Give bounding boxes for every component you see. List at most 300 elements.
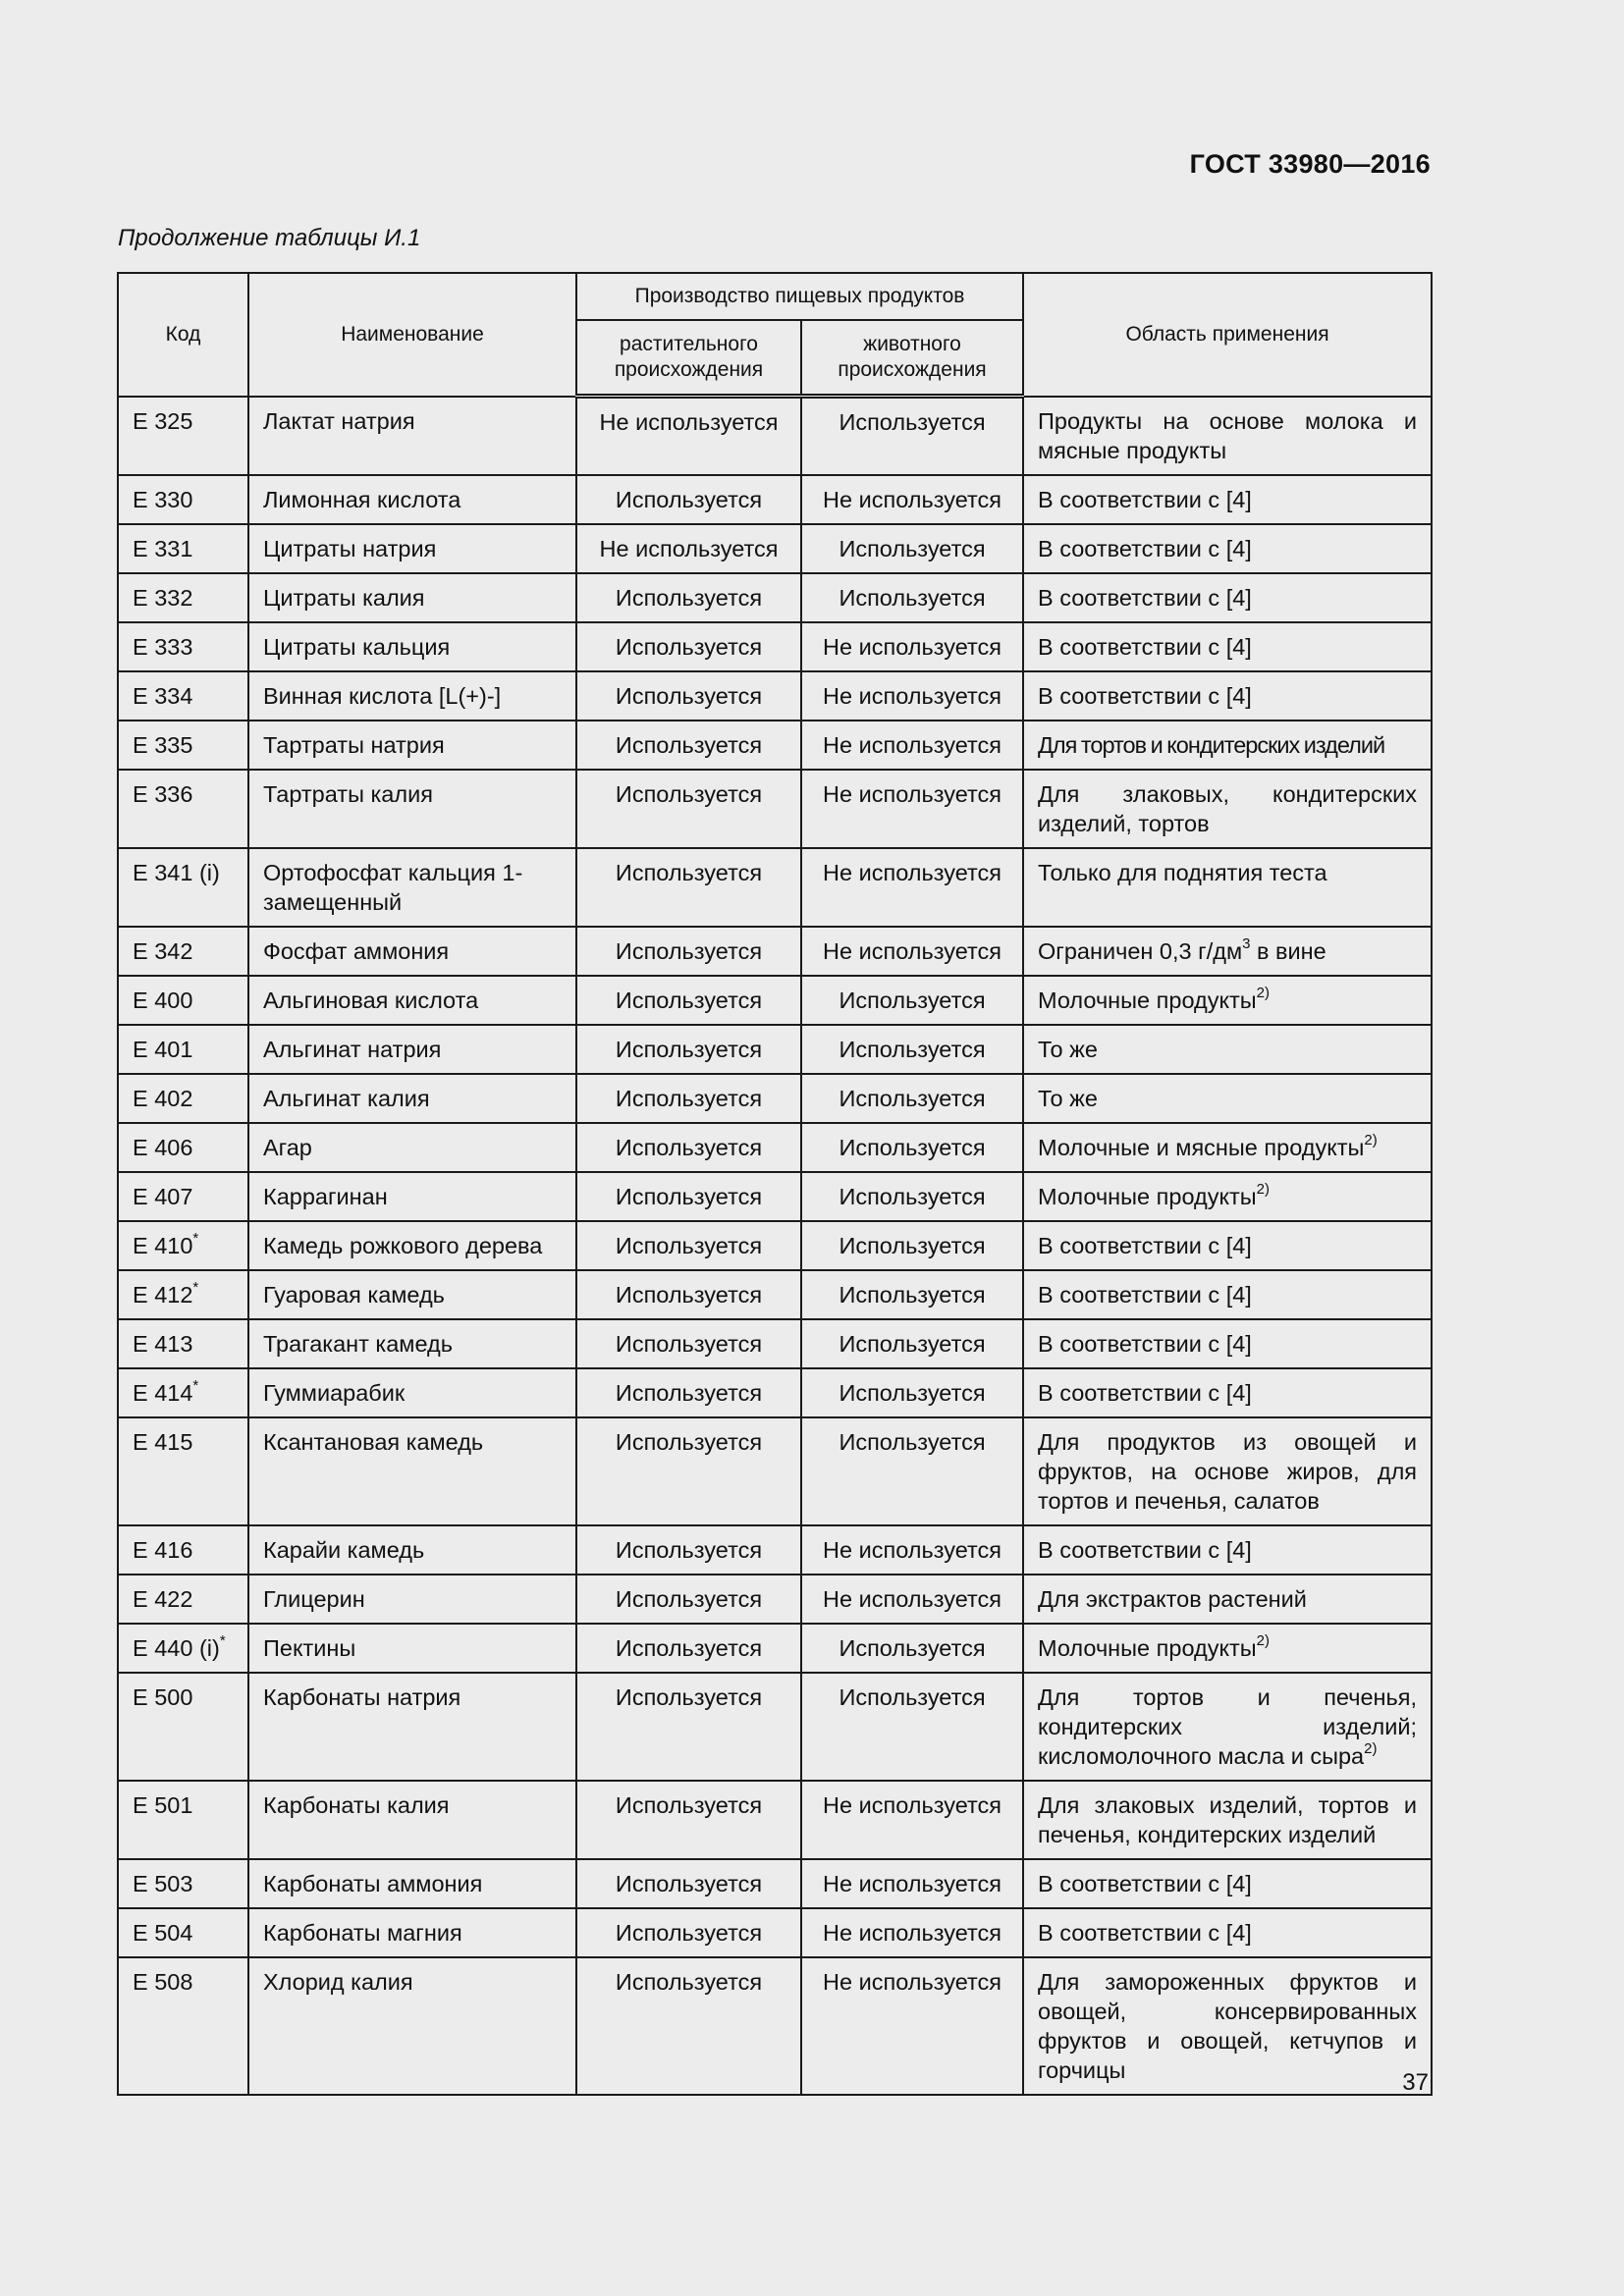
cell-area — [1023, 397, 1432, 475]
cell-name — [248, 1172, 576, 1221]
cell-area-tail: в вине — [1250, 937, 1326, 964]
cell-area-text: Ограничен 0,3 г/дм — [1038, 937, 1243, 964]
cell-animal-text: Используется — [839, 1428, 986, 1455]
cell-code-text: Е 402 — [133, 1085, 193, 1111]
cell-code — [118, 1908, 248, 1957]
cell-code — [118, 671, 248, 721]
cell-vegetable-text: Используется — [615, 1919, 763, 1946]
cell-vegetable-text: Используется — [615, 1870, 763, 1896]
cell-vegetable-text: Используется — [615, 1281, 763, 1308]
cell-name — [248, 1270, 576, 1319]
cell-area-text: В соответствии с [4] — [1038, 1870, 1252, 1896]
cell-code — [118, 397, 248, 475]
cell-name-text: Тартраты натрия — [263, 731, 445, 758]
cell-name — [248, 573, 576, 622]
cell-code — [118, 475, 248, 524]
cell-code-text: Е 342 — [133, 937, 193, 964]
cell-animal — [801, 1025, 1023, 1074]
cell-vegetable — [576, 976, 801, 1025]
cell-animal-text: Не используется — [823, 1536, 1001, 1563]
table-row — [118, 622, 1432, 671]
cell-name-text: Альгиновая кислота — [263, 987, 479, 1013]
cell-area-text: Продукты на основе молока и мясные продукты — [1038, 407, 1418, 463]
cell-animal — [801, 1859, 1023, 1908]
table-row — [118, 927, 1432, 976]
cell-code — [118, 1025, 248, 1074]
cell-code — [118, 1221, 248, 1270]
cell-code — [118, 1074, 248, 1123]
cell-name — [248, 397, 576, 475]
cell-name-text: Цитраты калия — [263, 584, 425, 611]
table-row — [118, 397, 1432, 475]
cell-name — [248, 721, 576, 770]
cell-name — [248, 1859, 576, 1908]
cell-vegetable — [576, 573, 801, 622]
cell-name-text: Тартраты калия — [263, 780, 433, 807]
cell-vegetable-text: Используется — [615, 1683, 763, 1710]
table-row — [118, 1417, 1432, 1525]
cell-name — [248, 1123, 576, 1172]
cell-vegetable-text: Используется — [615, 1634, 763, 1661]
cell-name — [248, 927, 576, 976]
cell-area — [1023, 1270, 1432, 1319]
cell-animal — [801, 1074, 1023, 1123]
cell-vegetable-text: Используется — [615, 1183, 763, 1209]
cell-code — [118, 1123, 248, 1172]
cell-code — [118, 1624, 248, 1673]
cell-area — [1023, 1525, 1432, 1575]
table-row — [118, 1270, 1432, 1319]
cell-area — [1023, 1368, 1432, 1417]
cell-code — [118, 1368, 248, 1417]
cell-animal-text: Используется — [839, 1281, 986, 1308]
cell-area-text: То же — [1038, 1036, 1098, 1062]
cell-vegetable-text: Используется — [615, 1791, 763, 1818]
cell-code-text: Е 501 — [133, 1791, 193, 1818]
cell-name-text: Хлорид калия — [263, 1968, 413, 1995]
cell-vegetable — [576, 1624, 801, 1673]
table-row — [118, 524, 1432, 573]
cell-code-text: Е 422 — [133, 1585, 193, 1612]
cell-area-text: То же — [1038, 1085, 1098, 1111]
header-code: Код — [118, 273, 248, 397]
cell-area — [1023, 671, 1432, 721]
cell-animal — [801, 622, 1023, 671]
cell-animal-text: Используется — [839, 1134, 986, 1160]
cell-name — [248, 1525, 576, 1575]
cell-name-text: Трагакант камедь — [263, 1330, 453, 1357]
cell-animal-text: Не используется — [823, 1791, 1001, 1818]
cell-vegetable-text: Используется — [615, 1134, 763, 1160]
cell-vegetable-text: Не используется — [599, 409, 779, 435]
header-name: Наименование — [248, 273, 576, 397]
header-animal: животного происхождения — [801, 320, 1023, 397]
cell-area-text: Молочные продукты — [1038, 1183, 1257, 1209]
cell-vegetable-text: Используется — [615, 633, 763, 660]
cell-name-text: Фосфат аммония — [263, 937, 450, 964]
cell-animal — [801, 1319, 1023, 1368]
cell-vegetable-text: Используется — [615, 1968, 763, 1995]
cell-animal — [801, 671, 1023, 721]
page-number: 37 — [1402, 2069, 1429, 2096]
cell-name-text: Карбонаты аммония — [263, 1870, 483, 1896]
cell-code-superscript: * — [192, 1229, 199, 1247]
cell-vegetable-text: Используется — [615, 1232, 763, 1258]
cell-area-text: Для злаковых, кондитерских изделий, тортов — [1038, 780, 1418, 836]
cell-area-text: Только для поднятия теста — [1038, 859, 1327, 885]
cell-vegetable-text: Используется — [615, 486, 763, 512]
cell-name-text: Карбонаты калия — [263, 1791, 450, 1818]
cell-name-text: Альгинат калия — [263, 1085, 430, 1111]
cell-vegetable-text: Используется — [615, 1085, 763, 1111]
document-id: ГОСТ 33980—2016 — [1189, 149, 1431, 179]
cell-vegetable-text: Используется — [615, 1536, 763, 1563]
cell-code-text: Е 335 — [133, 731, 193, 758]
cell-area-text: В соответствии с [4] — [1038, 584, 1252, 611]
cell-code — [118, 1417, 248, 1525]
table-caption: Продолжение таблицы И.1 — [118, 225, 421, 251]
cell-vegetable — [576, 1908, 801, 1957]
cell-vegetable — [576, 1859, 801, 1908]
cell-animal-text: Используется — [839, 584, 986, 611]
cell-vegetable — [576, 848, 801, 927]
cell-area-text: В соответствии с [4] — [1038, 633, 1252, 660]
cell-vegetable-text: Используется — [615, 1330, 763, 1357]
cell-area-text: В соответствии с [4] — [1038, 682, 1252, 709]
cell-name — [248, 976, 576, 1025]
cell-code-text: Е 504 — [133, 1919, 193, 1946]
additives-table — [117, 272, 1433, 2096]
cell-animal — [801, 1525, 1023, 1575]
cell-animal — [801, 1270, 1023, 1319]
cell-animal-text: Не используется — [823, 780, 1001, 807]
cell-area-text: В соответствии с [4] — [1038, 1330, 1252, 1357]
cell-vegetable — [576, 1270, 801, 1319]
cell-area-text: Для тортов и кондитерских изделий — [1038, 731, 1385, 758]
cell-vegetable-text: Используется — [615, 937, 763, 964]
cell-animal — [801, 397, 1023, 475]
cell-animal-text: Используется — [839, 1036, 986, 1062]
cell-animal-text: Используется — [839, 535, 986, 561]
cell-name — [248, 1221, 576, 1270]
table-row — [118, 848, 1432, 927]
cell-name — [248, 1908, 576, 1957]
cell-vegetable-text: Не используется — [599, 535, 779, 561]
cell-area-text: В соответствии с [4] — [1038, 486, 1252, 512]
cell-name-text: Камедь рожкового дерева — [263, 1232, 543, 1258]
cell-vegetable — [576, 1673, 801, 1781]
cell-area — [1023, 1575, 1432, 1624]
cell-code — [118, 1525, 248, 1575]
cell-animal-text: Используется — [839, 1330, 986, 1357]
cell-code — [118, 1673, 248, 1781]
cell-animal — [801, 1781, 1023, 1859]
cell-code — [118, 573, 248, 622]
cell-area — [1023, 475, 1432, 524]
cell-area — [1023, 721, 1432, 770]
cell-animal — [801, 976, 1023, 1025]
cell-name — [248, 671, 576, 721]
cell-code — [118, 1575, 248, 1624]
cell-area — [1023, 770, 1432, 848]
cell-animal — [801, 1123, 1023, 1172]
cell-name-text: Лимонная кислота — [263, 486, 461, 512]
cell-animal-text: Не используется — [823, 859, 1001, 885]
cell-area-superscript: 2) — [1364, 1131, 1378, 1148]
cell-area-text: Для замороженных фруктов и овощей, консервированных фруктов и овощей, кетчупов и горчицы — [1038, 1968, 1418, 2083]
cell-name-text: Агар — [263, 1134, 312, 1160]
cell-area-text: Молочные и мясные продукты — [1038, 1134, 1365, 1160]
cell-code-text: Е 406 — [133, 1134, 193, 1160]
cell-animal — [801, 1575, 1023, 1624]
cell-area — [1023, 1859, 1432, 1908]
cell-vegetable — [576, 721, 801, 770]
cell-animal-text: Не используется — [823, 1585, 1001, 1612]
cell-area-text: В соответствии с [4] — [1038, 1232, 1252, 1258]
cell-vegetable-text: Используется — [615, 1036, 763, 1062]
cell-animal-text: Используется — [839, 1634, 986, 1661]
cell-name-text: Гуаровая камедь — [263, 1281, 445, 1308]
cell-area — [1023, 1908, 1432, 1957]
cell-vegetable — [576, 1172, 801, 1221]
cell-code — [118, 1781, 248, 1859]
table-row — [118, 671, 1432, 721]
cell-name-text: Альгинат натрия — [263, 1036, 442, 1062]
cell-name — [248, 848, 576, 927]
cell-vegetable — [576, 1074, 801, 1123]
cell-code — [118, 524, 248, 573]
cell-code-text: Е 503 — [133, 1870, 193, 1896]
cell-animal-text: Не используется — [823, 633, 1001, 660]
cell-animal — [801, 1908, 1023, 1957]
cell-code-text: Е 331 — [133, 535, 193, 561]
cell-animal — [801, 1624, 1023, 1673]
cell-area — [1023, 1074, 1432, 1123]
cell-code-text: Е 325 — [133, 407, 193, 434]
table-row — [118, 1221, 1432, 1270]
cell-name — [248, 1575, 576, 1624]
table-row — [118, 475, 1432, 524]
cell-name — [248, 1673, 576, 1781]
cell-animal-text: Не используется — [823, 682, 1001, 709]
cell-name — [248, 622, 576, 671]
cell-code-text: Е 336 — [133, 780, 193, 807]
cell-vegetable-text: Используется — [615, 584, 763, 611]
cell-area — [1023, 1025, 1432, 1074]
cell-animal — [801, 524, 1023, 573]
cell-code-text: Е 341 (i) — [133, 859, 220, 885]
cell-animal-text: Не используется — [823, 486, 1001, 512]
table-row — [118, 1368, 1432, 1417]
header-vegetable: растительного происхождения — [576, 320, 801, 397]
cell-name-text: Цитраты натрия — [263, 535, 437, 561]
cell-name — [248, 1319, 576, 1368]
cell-name — [248, 1074, 576, 1123]
cell-name-text: Лактат натрия — [263, 407, 415, 434]
cell-area-text: Молочные продукты — [1038, 1634, 1257, 1661]
cell-code-text: Е 440 (i) — [133, 1634, 220, 1661]
cell-name-text: Карбонаты магния — [263, 1919, 462, 1946]
cell-vegetable-text: Используется — [615, 1379, 763, 1406]
cell-vegetable-text: Используется — [615, 859, 763, 885]
cell-area — [1023, 1319, 1432, 1368]
cell-animal-text: Не используется — [823, 731, 1001, 758]
cell-animal — [801, 1221, 1023, 1270]
cell-area-text: Молочные продукты — [1038, 987, 1257, 1013]
cell-animal-text: Используется — [839, 1379, 986, 1406]
cell-vegetable — [576, 475, 801, 524]
cell-code-text: Е 410 — [133, 1232, 193, 1258]
cell-name — [248, 1417, 576, 1525]
cell-vegetable-text: Используется — [615, 1428, 763, 1455]
cell-animal-text: Не используется — [823, 1870, 1001, 1896]
cell-area-text: В соответствии с [4] — [1038, 535, 1252, 561]
table-row — [118, 1859, 1432, 1908]
cell-vegetable — [576, 1123, 801, 1172]
cell-name — [248, 1781, 576, 1859]
table-row — [118, 1525, 1432, 1575]
header-area: Область применения — [1023, 273, 1432, 397]
cell-animal-text: Используется — [839, 1085, 986, 1111]
cell-name — [248, 1025, 576, 1074]
cell-vegetable — [576, 927, 801, 976]
cell-area — [1023, 1781, 1432, 1859]
cell-animal — [801, 475, 1023, 524]
cell-area-superscript: 3 — [1242, 934, 1251, 952]
cell-code-text: Е 332 — [133, 584, 193, 611]
cell-area — [1023, 927, 1432, 976]
cell-area — [1023, 573, 1432, 622]
cell-vegetable — [576, 397, 801, 475]
cell-name-text: Каррагинан — [263, 1183, 388, 1209]
cell-code-text: Е 416 — [133, 1536, 193, 1563]
cell-code — [118, 721, 248, 770]
cell-area — [1023, 1123, 1432, 1172]
cell-vegetable — [576, 1319, 801, 1368]
cell-code-text: Е 412 — [133, 1281, 193, 1308]
cell-vegetable-text: Используется — [615, 780, 763, 807]
cell-code — [118, 976, 248, 1025]
cell-vegetable — [576, 1025, 801, 1074]
cell-code-text: Е 333 — [133, 633, 193, 660]
cell-code — [118, 1270, 248, 1319]
cell-animal — [801, 927, 1023, 976]
cell-code-superscript: * — [192, 1278, 199, 1296]
cell-code-text: Е 508 — [133, 1968, 193, 1995]
cell-area-superscript: 2) — [1256, 984, 1271, 1001]
cell-area-text: Для продуктов из овощей и фруктов, на основе жиров, для тортов и печенья, салатов — [1038, 1428, 1418, 1514]
cell-area-superscript: 2) — [1256, 1631, 1271, 1649]
cell-name — [248, 1368, 576, 1417]
cell-code-text: Е 413 — [133, 1330, 193, 1357]
cell-code-text: Е 334 — [133, 682, 193, 709]
table-row — [118, 721, 1432, 770]
cell-name-text: Ксантановая камедь — [263, 1428, 484, 1455]
cell-name — [248, 524, 576, 573]
cell-vegetable — [576, 1221, 801, 1270]
cell-animal-text: Используется — [839, 1683, 986, 1710]
table-row — [118, 573, 1432, 622]
cell-name-text: Цитраты кальция — [263, 633, 451, 660]
cell-area — [1023, 1673, 1432, 1781]
header-production-group: Производство пищевых продуктов — [576, 273, 1023, 320]
cell-name-text: Карайи камедь — [263, 1536, 425, 1563]
table-row — [118, 1319, 1432, 1368]
cell-vegetable — [576, 1575, 801, 1624]
cell-code — [118, 1319, 248, 1368]
table-row — [118, 1908, 1432, 1957]
cell-animal-text: Используется — [839, 1232, 986, 1258]
table-row — [118, 1575, 1432, 1624]
cell-name-text: Гуммиарабик — [263, 1379, 406, 1406]
cell-animal — [801, 573, 1023, 622]
cell-area-text: Для экстрактов растений — [1038, 1585, 1307, 1612]
cell-name-text: Глицерин — [263, 1585, 365, 1612]
cell-code — [118, 770, 248, 848]
cell-vegetable — [576, 1417, 801, 1525]
cell-area-text: В соответствии с [4] — [1038, 1281, 1252, 1308]
cell-area — [1023, 1417, 1432, 1525]
cell-vegetable-text: Используется — [615, 1585, 763, 1612]
cell-code-text: Е 330 — [133, 486, 193, 512]
cell-animal — [801, 848, 1023, 927]
cell-area — [1023, 848, 1432, 927]
cell-area — [1023, 1221, 1432, 1270]
cell-name-text: Винная кислота [L(+)-] — [263, 682, 502, 709]
cell-code — [118, 622, 248, 671]
cell-area — [1023, 1172, 1432, 1221]
cell-area-text: В соответствии с [4] — [1038, 1379, 1252, 1406]
cell-name-text: Карбонаты натрия — [263, 1683, 461, 1710]
cell-area-text: Для тортов и печенья, кондитерских изделий; кисломолочного масла и сыра — [1038, 1683, 1418, 1769]
cell-code — [118, 1172, 248, 1221]
table-row — [118, 1123, 1432, 1172]
cell-code-superscript: * — [192, 1376, 199, 1394]
cell-vegetable — [576, 1781, 801, 1859]
table-row — [118, 1025, 1432, 1074]
cell-area-text: В соответствии с [4] — [1038, 1536, 1252, 1563]
cell-vegetable — [576, 671, 801, 721]
cell-vegetable — [576, 770, 801, 848]
cell-code-text: Е 401 — [133, 1036, 193, 1062]
cell-animal — [801, 770, 1023, 848]
cell-vegetable — [576, 1368, 801, 1417]
cell-vegetable-text: Используется — [615, 731, 763, 758]
table-row — [118, 1673, 1432, 1781]
cell-code-text: Е 407 — [133, 1183, 193, 1209]
cell-code-superscript: * — [219, 1631, 226, 1649]
table-row — [118, 976, 1432, 1025]
cell-animal — [801, 1417, 1023, 1525]
cell-name — [248, 475, 576, 524]
cell-code — [118, 848, 248, 927]
cell-name-text: Пектины — [263, 1634, 356, 1661]
table-row — [118, 1074, 1432, 1123]
table-row — [118, 1781, 1432, 1859]
cell-area-text: Для злаковых изделий, тортов и печенья, кондитерских изделий — [1038, 1791, 1418, 1847]
cell-animal — [801, 1673, 1023, 1781]
cell-animal-text: Не используется — [823, 937, 1001, 964]
cell-code — [118, 927, 248, 976]
cell-area — [1023, 1624, 1432, 1673]
cell-vegetable-text: Используется — [615, 987, 763, 1013]
cell-area-superscript: 2) — [1364, 1739, 1378, 1757]
cell-vegetable — [576, 622, 801, 671]
cell-code-text: Е 500 — [133, 1683, 193, 1710]
cell-vegetable — [576, 1525, 801, 1575]
cell-name — [248, 770, 576, 848]
cell-code-text: Е 415 — [133, 1428, 193, 1455]
